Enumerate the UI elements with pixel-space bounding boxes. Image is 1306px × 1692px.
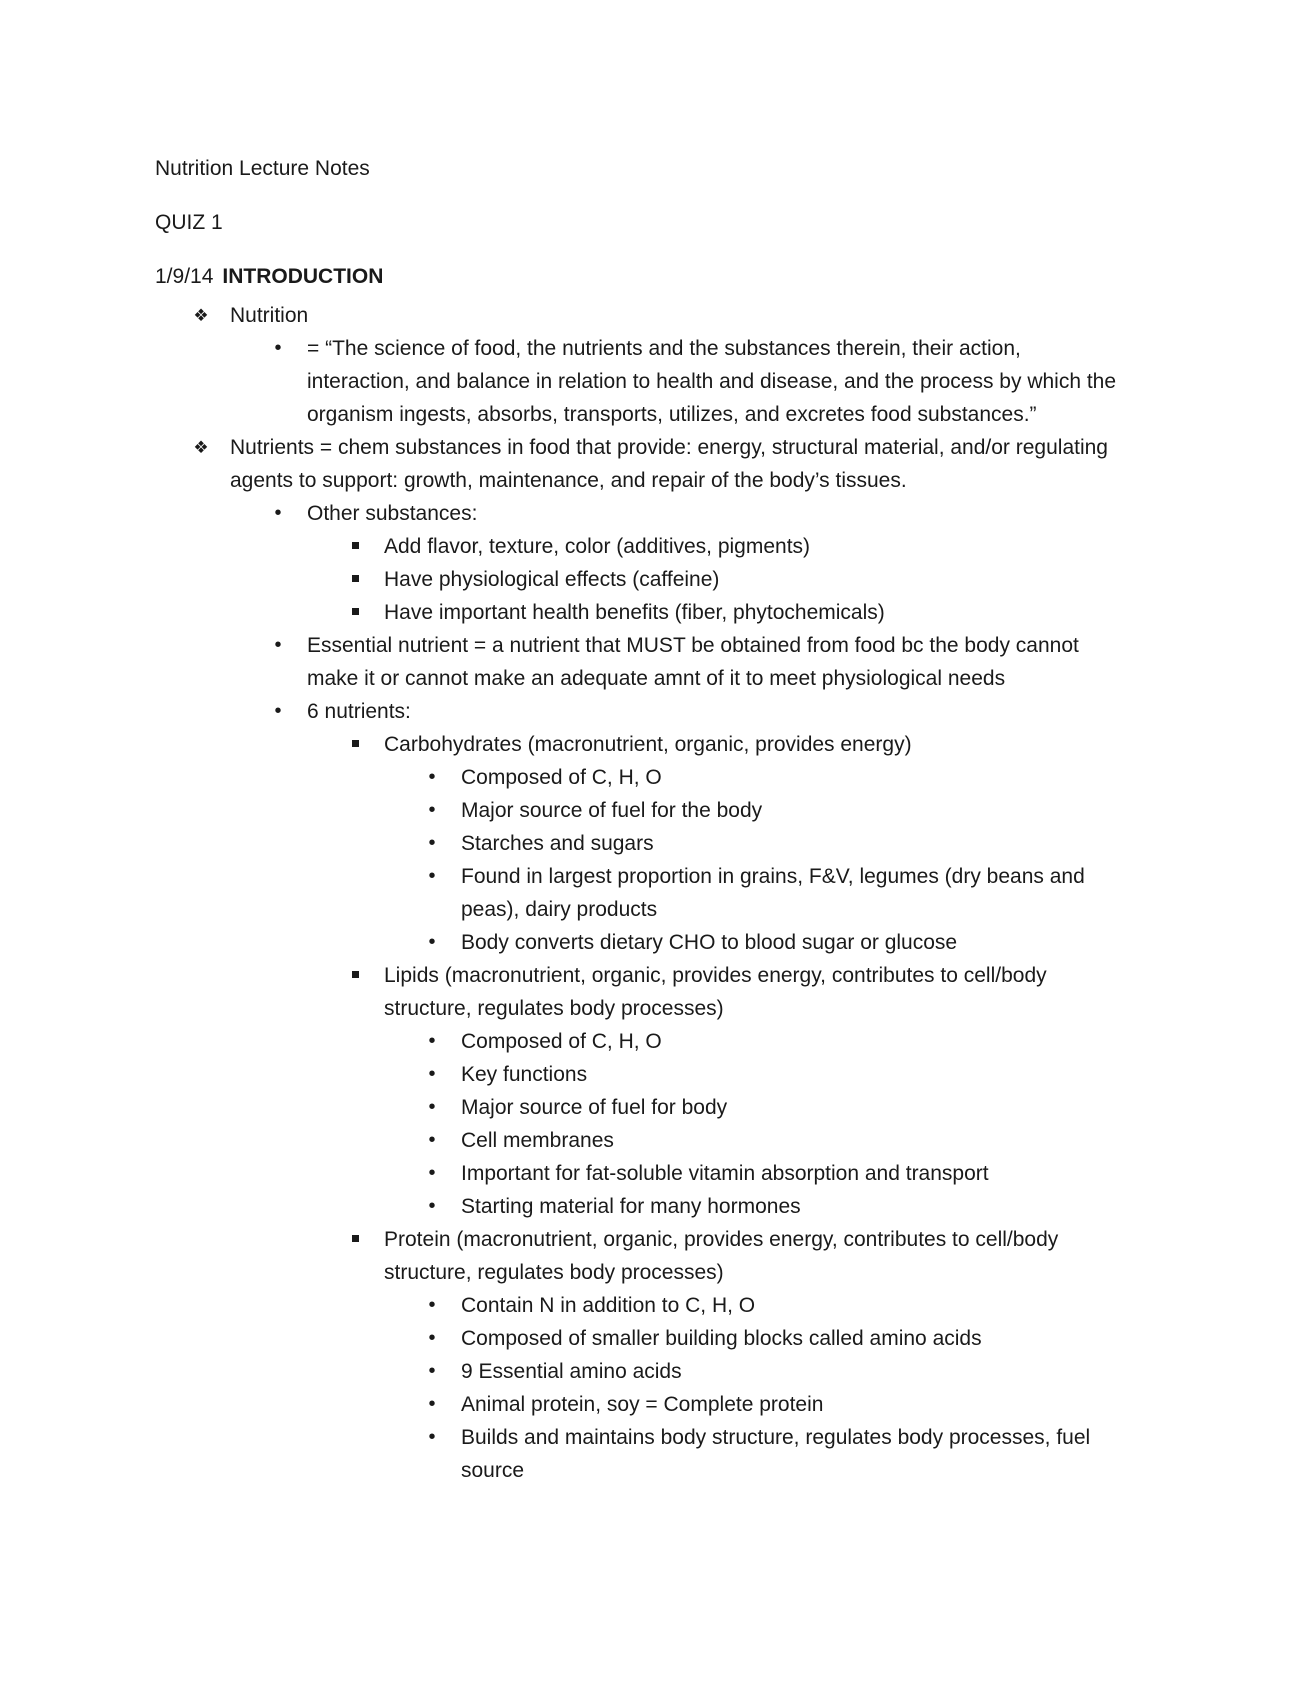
round-bullet-icon: • — [428, 832, 436, 854]
list-item — [155, 1124, 1155, 1157]
list-item — [155, 1091, 1155, 1124]
other-substances-label: Other substances: — [307, 502, 478, 525]
round-bullet-icon: • — [428, 1162, 436, 1184]
list-item-text: Found in largest proportion in grains, F&V, legumes (dry beans and — [461, 865, 1085, 888]
diamond-bullet-icon: ❖ — [193, 306, 209, 325]
list-item-text: Major source of fuel for body — [461, 1096, 728, 1119]
round-bullet-icon: • — [274, 502, 282, 524]
other-substances-item — [155, 497, 1155, 629]
list-item-text: Cell membranes — [461, 1129, 614, 1152]
essential-line: Essential nutrient = a nutrient that MUST be obtained from food bc the body cannot — [307, 634, 1079, 657]
other-substances-list — [155, 530, 1155, 629]
list-item-text: Important for fat-soluble vitamin absorption and transport — [461, 1162, 989, 1185]
protein-line: Protein (macronutrient, organic, provides energy, contributes to cell/body — [384, 1228, 1059, 1251]
nutrition-label: Nutrition — [230, 304, 309, 327]
protein-line: structure, regulates body processes) — [384, 1261, 724, 1284]
round-bullet-icon: • — [428, 1393, 436, 1415]
square-bullet-icon — [345, 1223, 365, 1256]
list-item — [155, 1421, 1155, 1487]
round-bullet-icon: • — [428, 766, 436, 788]
diamond-bullet-icon: ❖ — [193, 438, 209, 457]
nutrients-line: Nutrients = chem substances in food that provide: energy, structural material, and/or regulating — [230, 436, 1108, 459]
round-bullet-icon: • — [428, 1030, 436, 1052]
list-item-text: Have important health benefits (fiber, phytochemicals) — [384, 601, 885, 624]
square-bullet-icon — [345, 959, 365, 992]
outline-item-nutrition — [155, 299, 1155, 431]
round-bullet-icon: • — [428, 1195, 436, 1217]
round-bullet-icon: • — [428, 1327, 436, 1349]
nutrition-definition — [155, 332, 1155, 431]
lipids-line: Lipids (macronutrient, organic, provides energy, contributes to cell/body — [384, 964, 1047, 987]
lecture-date: 1/9/14 — [155, 265, 214, 288]
round-bullet-icon: • — [428, 1360, 436, 1382]
list-item-text: Add flavor, texture, color (additives, pigments) — [384, 535, 811, 558]
round-bullet-icon: • — [274, 634, 282, 656]
definition-line: organism ingests, absorbs, transports, utilizes, and excretes food substances.” — [307, 403, 1037, 426]
definition-line: = “The science of food, the nutrients and the substances therein, their action, — [307, 337, 1021, 360]
list-item — [155, 1190, 1155, 1223]
round-bullet-icon: • — [428, 1294, 436, 1316]
square-bullet-icon — [345, 596, 365, 629]
six-nutrients-list — [155, 728, 1155, 1487]
list-item — [155, 530, 1155, 563]
six-nutrients-label: 6 nutrients: — [307, 700, 411, 723]
list-item — [155, 563, 1155, 596]
document-title: Nutrition Lecture Notes — [155, 157, 370, 180]
list-item-text: Contain N in addition to C, H, O — [461, 1294, 756, 1317]
round-bullet-icon: • — [428, 799, 436, 821]
list-item — [155, 1388, 1155, 1421]
square-bullet-icon — [345, 728, 365, 761]
list-item-text: Have physiological effects (caffeine) — [384, 568, 720, 591]
section-title: INTRODUCTION — [222, 265, 384, 288]
list-item-text: Composed of C, H, O — [461, 1030, 662, 1053]
list-item-text: Builds and maintains body structure, regulates body processes, fuel — [461, 1426, 1091, 1449]
list-item-text: 9 Essential amino acids — [461, 1360, 682, 1383]
list-item — [155, 1355, 1155, 1388]
list-item — [155, 1322, 1155, 1355]
round-bullet-icon: • — [428, 1096, 436, 1118]
nutrition-sublist — [155, 332, 1155, 431]
protein-item — [155, 1223, 1155, 1487]
list-item-text: Animal protein, soy = Complete protein — [461, 1393, 824, 1416]
list-item-text: Composed of smaller building blocks called amino acids — [461, 1327, 982, 1350]
lipids-line: structure, regulates body processes) — [384, 997, 724, 1020]
list-item-text: Starches and sugars — [461, 832, 654, 855]
essential-line: make it or cannot make an adequate amnt of it to meet physiological needs — [307, 667, 1006, 690]
six-nutrients-item — [155, 695, 1155, 1487]
square-bullet-icon — [345, 530, 365, 563]
list-item-text: Starting material for many hormones — [461, 1195, 801, 1218]
list-item — [155, 794, 1155, 827]
list-item-text: Body converts dietary CHO to blood sugar or glucose — [461, 931, 958, 954]
list-item-text: Major source of fuel for the body — [461, 799, 763, 822]
list-item-text: peas), dairy products — [461, 898, 658, 921]
carbohydrates-line: Carbohydrates (macronutrient, organic, provides energy) — [384, 733, 912, 756]
definition-line: interaction, and balance in relation to health and disease, and the process by which the — [307, 370, 1117, 393]
square-bullet-icon — [345, 563, 365, 596]
document-content — [155, 152, 1155, 1487]
main-outline — [155, 299, 1155, 1487]
round-bullet-icon: • — [428, 865, 436, 887]
list-item — [155, 1157, 1155, 1190]
list-item — [155, 761, 1155, 794]
protein-sublist — [155, 1289, 1155, 1487]
list-item — [155, 1289, 1155, 1322]
round-bullet-icon: • — [428, 1426, 436, 1448]
list-item-text: Composed of C, H, O — [461, 766, 662, 789]
list-item — [155, 1058, 1155, 1091]
round-bullet-icon: • — [274, 700, 282, 722]
nutrients-sublist — [155, 497, 1155, 1487]
lipids-sublist — [155, 1025, 1155, 1223]
list-item-text: Key functions — [461, 1063, 588, 1086]
round-bullet-icon: • — [428, 931, 436, 953]
list-item — [155, 596, 1155, 629]
list-item — [155, 1025, 1155, 1058]
outline-item-nutrients — [155, 431, 1155, 1487]
carbohydrates-item — [155, 728, 1155, 959]
round-bullet-icon: • — [428, 1063, 436, 1085]
list-item-text: source — [461, 1459, 525, 1482]
section-heading — [155, 260, 1155, 293]
lipids-item — [155, 959, 1155, 1223]
round-bullet-icon: • — [274, 337, 282, 359]
list-item — [155, 827, 1155, 860]
round-bullet-icon: • — [428, 1129, 436, 1151]
quiz-label: QUIZ 1 — [155, 211, 223, 234]
list-item — [155, 860, 1155, 926]
list-item — [155, 926, 1155, 959]
essential-nutrient-item — [155, 629, 1155, 695]
nutrients-line: agents to support: growth, maintenance, and repair of the body’s tissues. — [230, 469, 907, 492]
carbohydrates-sublist — [155, 761, 1155, 959]
